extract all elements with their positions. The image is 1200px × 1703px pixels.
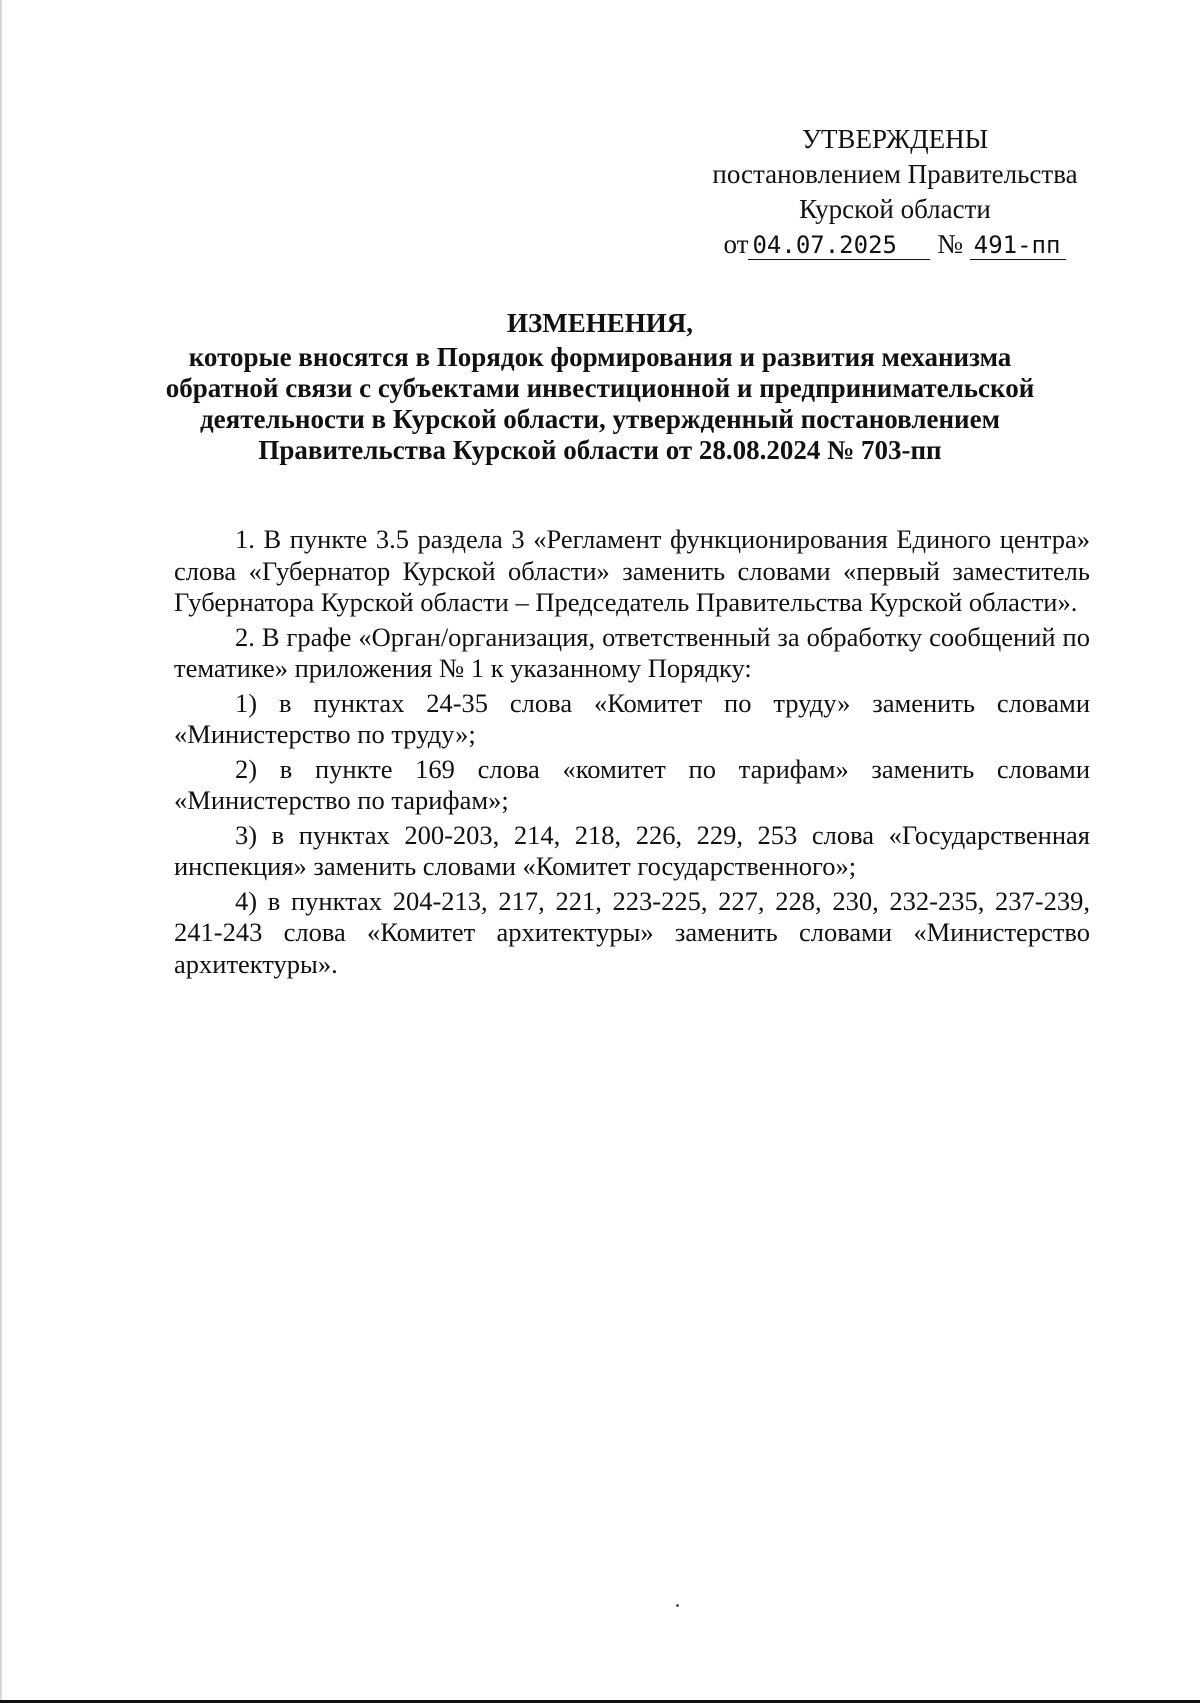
paragraph: 4) в пунктах 204-213, 217, 221, 223-225, 227, 228, 230, 232-235, 237-239, 241-243 слова «Комитет архитектуры» заменить словами «Министерство архитектуры». bbox=[174, 885, 1090, 979]
approval-region: Курской области bbox=[799, 194, 991, 224]
paragraph: 2) в пункте 169 слова «комитет по тарифам» заменить словами «Министерство по тарифам»; bbox=[174, 753, 1090, 815]
date-prefix: от bbox=[723, 229, 749, 259]
number-prefix: № bbox=[937, 229, 963, 259]
scan-speck bbox=[676, 1604, 679, 1607]
approval-issuer: постановлением Правительства bbox=[712, 159, 1078, 189]
title-heading: ИЗМЕНЕНИЯ, bbox=[506, 308, 693, 338]
scan-edge bbox=[0, 0, 2, 1703]
paragraph: 2. В графе «Орган/организация, ответственный за обработку сообщений по тематике» приложения № 1 к указанному Порядку: bbox=[174, 621, 1090, 683]
paragraph: 3) в пунктах 200-203, 214, 218, 226, 229, 253 слова «Государственная инспекция» заменить словами «Комитет государственного»; bbox=[174, 819, 1090, 881]
title-subtitle: которые вносятся в Порядок формирования и развития механизма обратной связи с субъектами инвестиционной и предпринимательской деятельности в Курской области, утвержденный постановлением Правительства Курской области от 28.08.2024 № 703-пп bbox=[165, 342, 1035, 465]
approval-date: 04.07.2025 bbox=[748, 231, 930, 260]
approval-stamp bbox=[700, 122, 1090, 262]
document-body bbox=[174, 524, 1090, 983]
document-title bbox=[150, 308, 1050, 466]
approval-title: УТВЕРЖДЕНЫ bbox=[801, 124, 989, 154]
approval-number: 491-пп bbox=[970, 231, 1067, 260]
paragraph: 1) в пунктах 24-35 слова «Комитет по труду» заменить словами «Министерство по труду»; bbox=[174, 687, 1090, 749]
paragraph: 1. В пункте 3.5 раздела 3 «Регламент функционирования Единого центра» слова «Губернатор Курской области» заменить словами «первый заместитель Губернатора Курской области – Председатель Правительства Курской области». bbox=[174, 524, 1090, 617]
approval-date-line bbox=[700, 227, 1090, 262]
